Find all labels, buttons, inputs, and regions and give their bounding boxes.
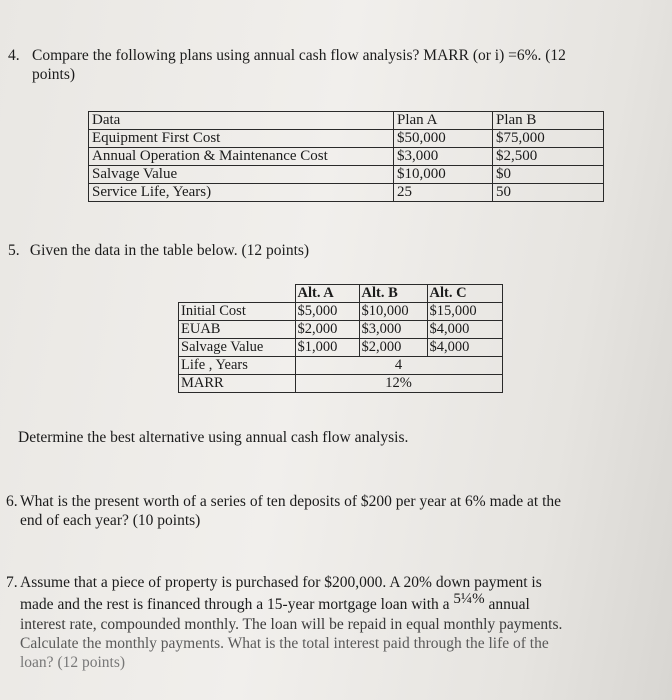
table-cell: $3,000 [394, 148, 493, 166]
table-row [89, 166, 604, 184]
table-cell [179, 285, 296, 303]
table-cell: $10,000 [394, 166, 493, 184]
table-cell: $75,000 [493, 130, 604, 148]
table-cell: Alt. A [295, 285, 359, 303]
table-cell: $1,000 [295, 339, 359, 357]
table-cell: 12% [295, 375, 502, 393]
table-cell: $2,000 [359, 339, 427, 357]
table-cell: 4 [295, 357, 502, 375]
interest-rate: 5¼% [453, 591, 485, 607]
table-row [179, 375, 503, 393]
table-cell: $10,000 [359, 303, 427, 321]
table-cell: Life , Years [179, 357, 296, 375]
table-cell: 25 [394, 184, 493, 202]
question-line [6, 573, 666, 592]
table-row [179, 321, 503, 339]
question-text-cont: points) [32, 66, 76, 83]
question-text: made and the rest is financed through a 15-year mortgage loan with a [20, 596, 450, 613]
table-row [89, 148, 604, 166]
table-cell: Plan B [493, 112, 604, 130]
table-cell: $2,500 [493, 148, 604, 166]
table-cell: $0 [493, 166, 604, 184]
question-line: loan? (12 points) [20, 654, 126, 671]
table-cell: $3,000 [359, 321, 427, 339]
question-5 [8, 241, 309, 260]
table-cell: Salvage Value [89, 166, 394, 184]
table-cell: Equipment First Cost [89, 130, 394, 148]
table-cell: Data [89, 112, 394, 130]
table-cell: $15,000 [427, 303, 502, 321]
table-cell: Plan A [394, 112, 493, 130]
table-row [179, 357, 503, 375]
table-cell: EUAB [179, 321, 296, 339]
table-cell: $4,000 [427, 339, 502, 357]
table-cell: Alt. C [427, 285, 502, 303]
table-row [179, 339, 503, 357]
question-6 [6, 492, 656, 530]
table-cell: Initial Cost [179, 303, 296, 321]
table-cell: MARR [179, 375, 296, 393]
table-header-row [89, 112, 604, 130]
table-row [89, 130, 604, 148]
table-cell: $5,000 [295, 303, 359, 321]
question-7 [6, 573, 666, 672]
question-text: Assume that a piece of property is purchased for $200,000. A 20% down payment is [20, 574, 542, 591]
question-line [20, 591, 666, 615]
table-header-row [179, 285, 503, 303]
question-text: annual [488, 596, 530, 613]
question-number: 6. [6, 493, 18, 510]
table-row [89, 184, 604, 202]
question-number: 4. [8, 47, 20, 64]
question-number: 7. [6, 574, 18, 591]
question-line [6, 492, 656, 511]
plans-table [88, 111, 604, 202]
question-number: 5. [8, 242, 20, 259]
table-cell: 50 [493, 184, 604, 202]
question-4 [8, 46, 658, 84]
table-cell: Annual Operation & Maintenance Cost [89, 148, 394, 166]
question-line: Calculate the monthly payments. What is the total interest paid through the life of the [20, 635, 549, 652]
question-text: What is the present worth of a series of ten deposits of $200 per year at 6% made at the [20, 493, 562, 510]
table-cell: $4,000 [427, 321, 502, 339]
table-cell: Salvage Value [179, 339, 296, 357]
table-cell: $2,000 [295, 321, 359, 339]
question-line: interest rate, compounded monthly. The loan will be repaid in equal monthly payments. [20, 616, 563, 633]
alternatives-table [178, 284, 503, 393]
question-text: Given the data in the table below. (12 points) [29, 242, 310, 259]
table-cell: Alt. B [359, 285, 427, 303]
table-cell: Service Life, Years) [89, 184, 394, 202]
determine-instruction: Determine the best alternative using annual cash flow analysis. [18, 429, 409, 446]
table-row [179, 303, 503, 321]
table-cell: $50,000 [394, 130, 493, 148]
question-line: end of each year? (10 points) [20, 512, 201, 529]
question-text: Compare the following plans using annual cash flow analysis? MARR (or i) =6%. (12 [32, 47, 566, 64]
